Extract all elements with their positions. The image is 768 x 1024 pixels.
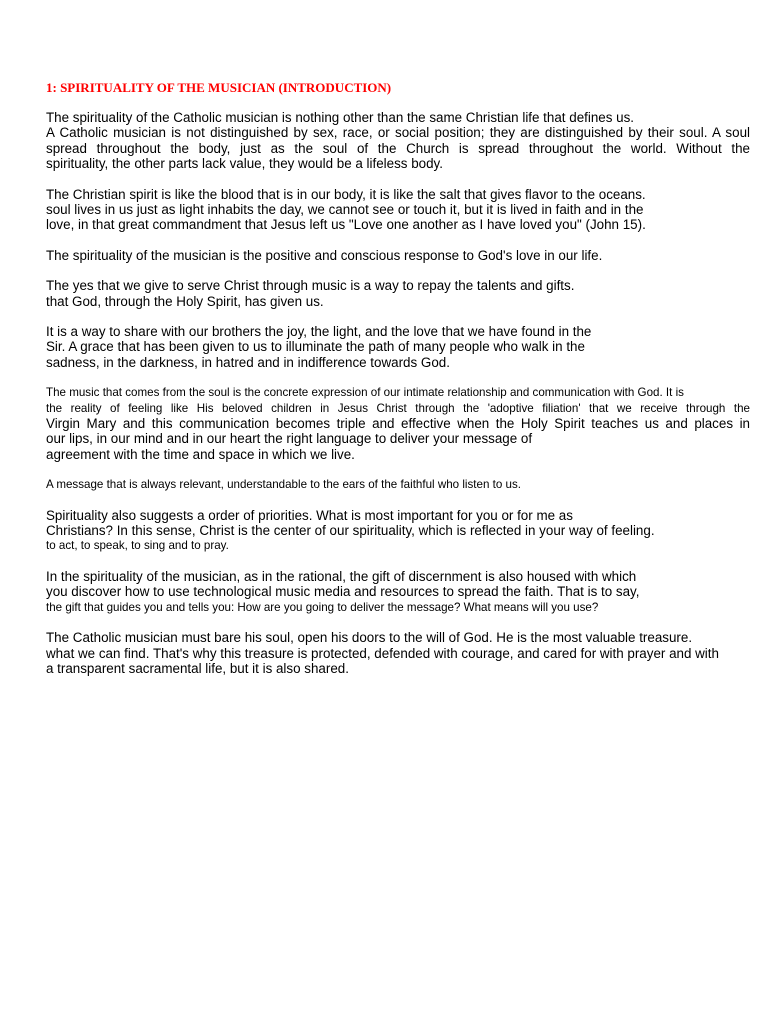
paragraph-line: that God, through the Holy Spirit, has given us. <box>46 293 324 309</box>
paragraph-8 <box>46 508 750 554</box>
paragraph-line: Christians? In this sense, Christ is the center of our spirituality, which is reflected in your way of feeling. <box>46 523 655 539</box>
paragraph-2 <box>46 187 750 233</box>
paragraph-3 <box>46 248 750 263</box>
paragraph-4 <box>46 278 750 309</box>
paragraph-1 <box>46 110 750 172</box>
paragraph-line: the reality of feeling like His beloved children in Jesus Christ through the 'adoptive filiation' that we receive through the <box>46 401 750 415</box>
paragraph-line: you discover how to use technological music media and resources to spread the faith. That is to say, <box>46 584 640 600</box>
paragraph-line: Sir. A grace that has been given to us to illuminate the path of many people who walk in the <box>46 339 585 355</box>
paragraph-line: spread throughout the body, just as the soul of the Church is spread throughout the world. Without the <box>46 140 750 156</box>
paragraph-line: sadness, in the darkness, in hatred and in indifference towards God. <box>46 354 450 370</box>
paragraph-line: agreement with the time and space in which we live. <box>46 446 355 462</box>
paragraph-line: It is a way to share with our brothers the joy, the light, and the love that we have found in the <box>46 324 592 340</box>
paragraph-line: The spirituality of the musician is the positive and conscious response to God's love in our life. <box>46 247 603 263</box>
paragraph-line: a transparent sacramental life, but it is also shared. <box>46 660 349 676</box>
paragraph-line: soul lives in us just as light inhabits the day, we cannot see or touch it, but it is lived in faith and in the <box>46 202 644 217</box>
paragraph-line: spirituality, the other parts lack value, they would be a lifeless body. <box>46 156 443 172</box>
paragraph-line: love, in that great commandment that Jesus left us "Love one another as I have loved you" (John 15). <box>46 217 646 233</box>
paragraph-line: The music that comes from the soul is the concrete expression of our intimate relationship and communication with God. It is <box>46 386 684 400</box>
paragraph-line: to act, to speak, to sing and to pray. <box>46 539 229 553</box>
paragraph-5 <box>46 324 750 370</box>
paragraph-10 <box>46 630 750 676</box>
paragraph-line: The yes that we give to serve Christ through music is a way to repay the talents and gifts. <box>46 278 575 294</box>
paragraph-line: The spirituality of the Catholic musician is nothing other than the same Christian life that defines us. <box>46 110 635 125</box>
paragraph-line: Virgin Mary and this communication becomes triple and effective when the Holy Spirit teaches us and places in <box>46 416 750 432</box>
paragraph-7 <box>46 477 750 492</box>
paragraph-9 <box>46 569 750 615</box>
paragraph-line: Spirituality also suggests a order of priorities. What is most important for you or for me as <box>46 507 573 523</box>
paragraph-line: the gift that guides you and tells you: How are you going to deliver the message? What means will you use? <box>46 600 599 614</box>
paragraph-line: A Catholic musician is not distinguished by sex, race, or social position; they are distinguished by their soul. A soul <box>46 125 750 141</box>
document-page <box>46 80 750 691</box>
paragraph-line: A message that is always relevant, understandable to the ears of the faithful who listen to us. <box>46 478 521 492</box>
section-heading: 1: SPIRITUALITY OF THE MUSICIAN (INTRODUCTION) <box>46 80 392 95</box>
paragraph-6 <box>46 385 750 462</box>
paragraph-line: our lips, in our mind and in our heart the right language to deliver your message of <box>46 431 533 447</box>
paragraph-line: The Christian spirit is like the blood that is in our body, it is like the salt that gives flavor to the oceans. <box>46 186 646 202</box>
paragraph-line: In the spirituality of the musician, as in the rational, the gift of discernment is also housed with which <box>46 568 637 584</box>
paragraph-line: what we can find. That's why this treasure is protected, defended with courage, and cared for with prayer and with <box>46 645 719 661</box>
paragraph-line: The Catholic musician must bare his soul, open his doors to the will of God. He is the most valuable treasure. <box>46 630 693 646</box>
